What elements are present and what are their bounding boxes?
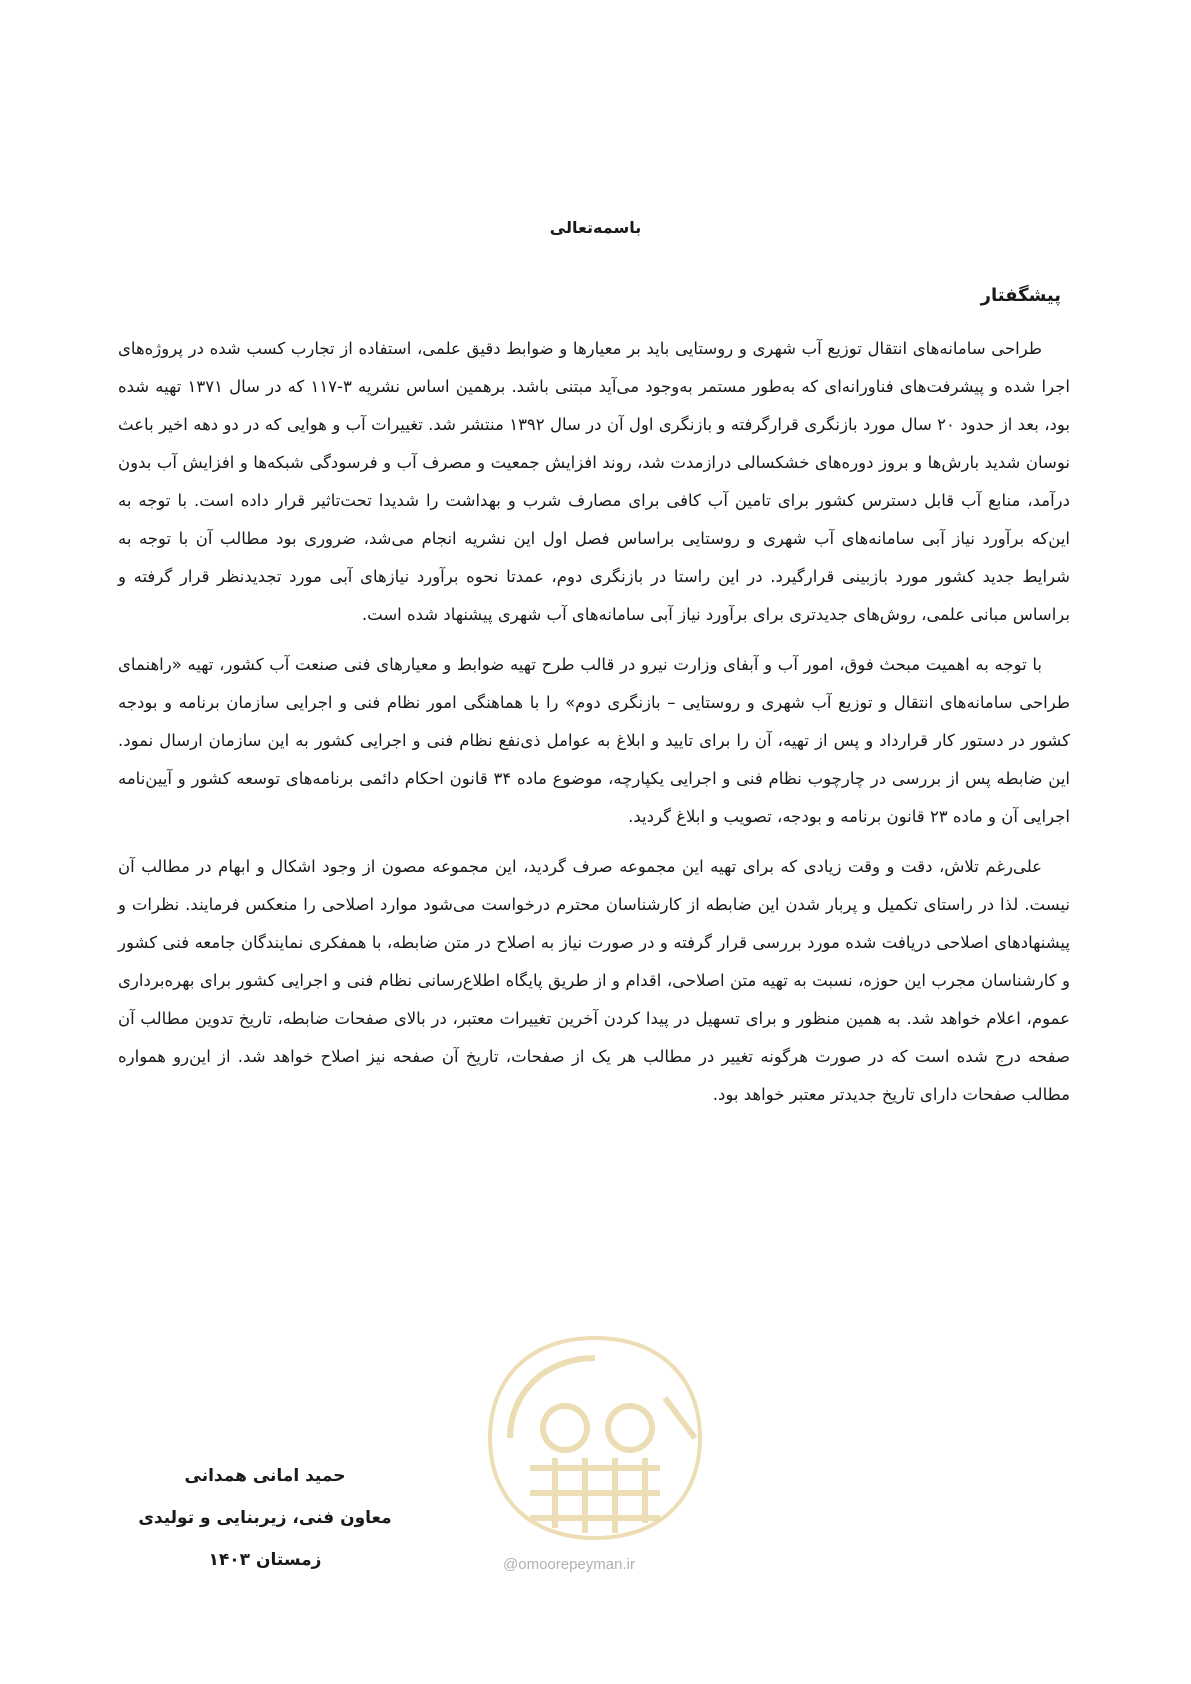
paragraph-1: طراحی سامانه‌های انتقال توزیع آب شهری و روستایی باید بر معیارها و ضوابط دقیق علمی، استفاده از تجارب کسب شده در پروژه‌های اجرا شده و پیشرفت‌های فناورانه‌ای که به‌طور مستمر به‌وجود می‌آید مبتنی باشد. برهمین اساس نشریه ۳-۱۱۷ که در سال ۱۳۷۱ تهیه شده بود، بعد از حدود ۲۰ سال مورد بازنگری قرارگرفته و بازنگری اول آن در سال ۱۳۹۲ منتشر شد. تغییرات آب و هوایی که در دو دهه اخیر باعث نوسان شدید بارش‌ها و بروز دوره‌های خشکسالی درازمدت شد، روند افزایش جمعیت و مصرف آب و فرسودگی شبکه‌ها و افزایش آب بدون درآمد، منابع آب قابل دسترس کشور برای تامین آب کافی برای مصارف شرب و بهداشت را شدیدا تحت‌تاثیر قرار داده است. با توجه به این‌که برآورد نیاز آبی سامانه‌های آب شهری و روستایی براساس فصل اول این نشریه انجام می‌شد، ضروری بود مطالب آن با توجه به شرایط جدید کشور مورد بازبینی قرارگیرد. در این راستا در بازنگری دوم، عمدتا نحوه برآورد نیازهای آبی مورد تجدیدنظر قرار گرفته و براساس مبانی علمی، روش‌های جدیدتری برای برآورد نیاز آبی سامانه‌های آب شهری پیشنهاد شده است. [118, 339, 1070, 624]
signature-block [135, 1455, 395, 1581]
section-title: پیشگفتار [980, 285, 1061, 306]
seal-stamp-icon [470, 1318, 720, 1558]
signatory-role: معاون فنی، زیربنایی و تولیدی [138, 1508, 392, 1528]
signature-date: زمستان ۱۴۰۳ [208, 1550, 322, 1570]
paragraph-2: با توجه به اهمیت مبحث فوق، امور آب و آبفای وزارت نیرو در قالب طرح تهیه ضوابط و معیارهای فنی صنعت آب کشور، تهیه «راهنمای طراحی سامانه‌های انتقال و توزیع آب شهری و روستایی – بازنگری دوم» را با هماهنگی امور نظام فنی و اجرایی سازمان برنامه و بودجه کشور در دستور کار قرارداد و پس از تهیه، آن را برای تایید و ابلاغ به عوامل ذی‌نفع نظام فنی و اجرایی کشور به این سازمان ارسال نمود. این ضابطه پس از بررسی در چارچوب نظام فنی و اجرایی یکپارچه، موضوع ماده ۳۴ قانون احکام دائمی برنامه‌های توسعه کشور و آیین‌نامه اجرایی آن و ماده ۲۳ قانون برنامه و بودجه، تصویب و ابلاغ گردید. [118, 655, 1070, 826]
paragraph-3: علی‌رغم تلاش، دقت و وقت زیادی که برای تهیه این مجموعه صرف گردید، این مجموعه مصون از وجود اشکال و ابهام در مطالب آن نیست. لذا در راستای تکمیل و پربار شدن این ضابطه از کارشناسان محترم درخواست می‌شود موارد اصلاحی را منعکس فرمایند. نظرات و پیشنهادهای اصلاحی دریافت شده مورد بررسی قرار گرفته و در صورت نیاز به اصلاح در متن ضابطه، با همفکری نمایندگان جامعه فنی کشور و کارشناسان مجرب این حوزه، نسبت به تهیه متن اصلاحی، اقدام و از طریق پایگاه اطلاع‌رسانی نظام فنی و اجرایی کشور برای بهره‌برداری عموم، اعلام خواهد شد. به همین منظور و برای تسهیل در پیدا کردن آخرین تغییرات معتبر، در بالای صفحات ضابطه، تاریخ تدوین مطالب آن صفحه درج شده است که در صورت هرگونه تغییر در مطالب هر یک از صفحات، تاریخ آن صفحه نیز اصلاح خواهد شد. از این‌رو همواره مطالب صفحات دارای تاریخ جدیدتر معتبر خواهد بود. [118, 857, 1070, 1104]
basmala-heading: باسمه‌تعالی [549, 218, 642, 237]
signatory-name: حمید امانی همدانی [184, 1466, 346, 1486]
body-text [118, 330, 1070, 1126]
watermark-url: @omoorepeyman.ir [503, 1556, 635, 1573]
